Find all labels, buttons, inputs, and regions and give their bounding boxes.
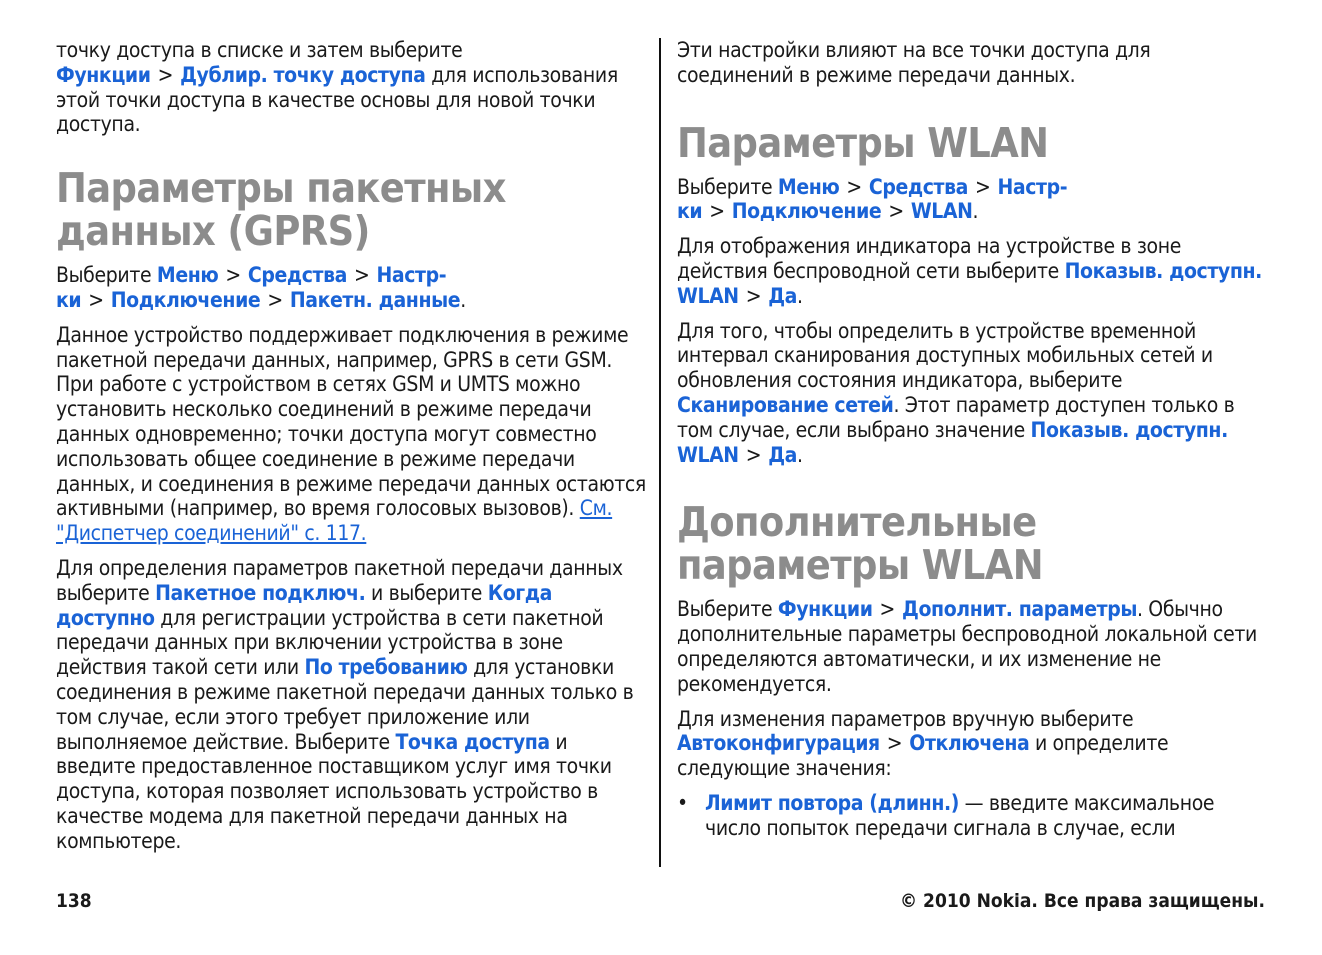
menu-path-link[interactable]: Настр-ки xyxy=(56,263,447,312)
menu-path-link[interactable]: WLAN xyxy=(910,199,973,224)
menu-path-link[interactable]: Меню xyxy=(777,174,840,199)
left-column xyxy=(56,38,648,864)
list-item: • Лимит повтора (длинн.) — введите максимальное число попыток передачи сигнала в случае, если xyxy=(677,790,1215,840)
paragraph: Выберите Функции > Дополнит. параметры. Обычно дополнительные параметры беспроводной локальной сети определяются автоматически, и их изменение не рекомендуется. xyxy=(677,597,1257,696)
option-link[interactable]: Автоконфигурация xyxy=(677,731,880,756)
menu-path-link[interactable]: Подключение xyxy=(731,199,882,224)
page-number: 138 xyxy=(56,890,92,912)
paragraph: Для отображения индикатора на устройстве в зоне действия беспроводной сети выберите Показыв. доступн. WLAN > Да. xyxy=(677,234,1262,308)
section-heading-wlan: Параметры WLAN xyxy=(677,118,1049,167)
paragraph: Для того, чтобы определить в устройстве временной интервал сканирования доступных мобильных сетей и обновления состояния индикатора, выберите Сканирование сетей. Этот параметр доступен только в том случае, если выбрано значение Показыв. доступн. WLAN > Да. xyxy=(677,318,1235,467)
option-link[interactable]: По требованию xyxy=(304,655,468,680)
menu-path-link[interactable]: Подключение xyxy=(110,287,261,312)
paragraph: Выберите Меню > Средства > Настр-ки > Подключение > WLAN. xyxy=(677,174,1068,224)
option-link[interactable]: Да xyxy=(768,442,797,467)
copyright-notice: © 2010 Nokia. Все права защищены. xyxy=(900,890,1265,912)
option-link[interactable]: Показыв. доступн. WLAN xyxy=(677,417,1228,467)
option-link[interactable]: Пакетное подключ. xyxy=(155,580,366,605)
option-link[interactable]: Отключена xyxy=(909,731,1030,756)
right-column xyxy=(677,38,1267,851)
paragraph: Эти настройки влияют на все точки доступа для соединений в режиме передачи данных. xyxy=(677,38,1151,87)
paragraph: точку доступа в списке и затем выберите Функции > Дублир. точку доступа для использования этой точки доступа в качестве основы для новой точки доступа. xyxy=(56,38,618,137)
paragraph: Для изменения параметров вручную выберите Автоконфигурация > Отключена и определите следующие значения: xyxy=(677,706,1169,781)
menu-path-link[interactable]: Настр-ки xyxy=(677,174,1068,224)
option-link[interactable]: Показыв. доступн. WLAN xyxy=(677,258,1262,308)
option-link[interactable]: Да xyxy=(768,283,797,308)
menu-path-link[interactable]: Средства xyxy=(247,263,347,288)
section-heading-gprs: Параметры пакетных данных (GPRS) xyxy=(56,164,506,256)
column-divider xyxy=(659,38,661,867)
option-link[interactable]: Сканирование сетей xyxy=(677,392,894,417)
menu-path-link[interactable]: Пакетн. данные xyxy=(289,287,461,312)
menu-path-link[interactable]: Дополнит. параметры xyxy=(902,597,1137,622)
menu-path-link[interactable]: Средства xyxy=(868,174,968,199)
menu-path-link[interactable]: Функции xyxy=(56,62,151,87)
paragraph: Для определения параметров пакетной передачи данных выберите Пакетное подключ. и выберите Когда доступно для регистрации устройства в сети пакетной передачи данных при включении устройства в зоне действия такой сети или По требованию для установки соединения в режиме пакетной передачи данных только в том случае, если этого требует приложение или выполняемое действие. Выберите Точка доступа и введите предоставленное поставщиком услуг имя точки доступа, которая позволяет использовать устройство в качестве модема для пакетной передачи данных на компьютере. xyxy=(56,555,634,853)
menu-path-link[interactable]: Дублир. точку доступа xyxy=(180,62,426,87)
bullet-list xyxy=(677,791,1267,841)
section-heading-advanced-wlan: Дополнительные параметры WLAN xyxy=(677,498,1044,590)
menu-path-link[interactable]: Меню xyxy=(156,263,219,288)
menu-path-link[interactable]: Функции xyxy=(777,597,873,622)
option-link[interactable]: Точка доступа xyxy=(395,729,550,754)
paragraph: Данное устройство поддерживает подключения в режиме пакетной передачи данных, например, GPRS в сети GSM. При работе с устройством в сетях GSM и UMTS можно установить несколько соединений в режиме передачи данных одновременно; точки доступа могут совместно использовать общее соединение в режиме передачи данных, и соединения в режиме передачи данных остаются активными (например, во время голосовых вызовов). См. "Диспетчер соединений" с. 117. xyxy=(56,322,646,546)
option-link[interactable]: Когда доступно xyxy=(56,580,552,630)
bullet-icon: • xyxy=(677,790,688,815)
cross-reference-link[interactable]: См. "Диспетчер соединений" с. 117. xyxy=(56,496,613,546)
option-link[interactable]: Лимит повтора (длинн.) xyxy=(705,790,959,815)
paragraph: Выберите Меню > Средства > Настр-ки > Подключение > Пакетн. данные. xyxy=(56,263,466,312)
